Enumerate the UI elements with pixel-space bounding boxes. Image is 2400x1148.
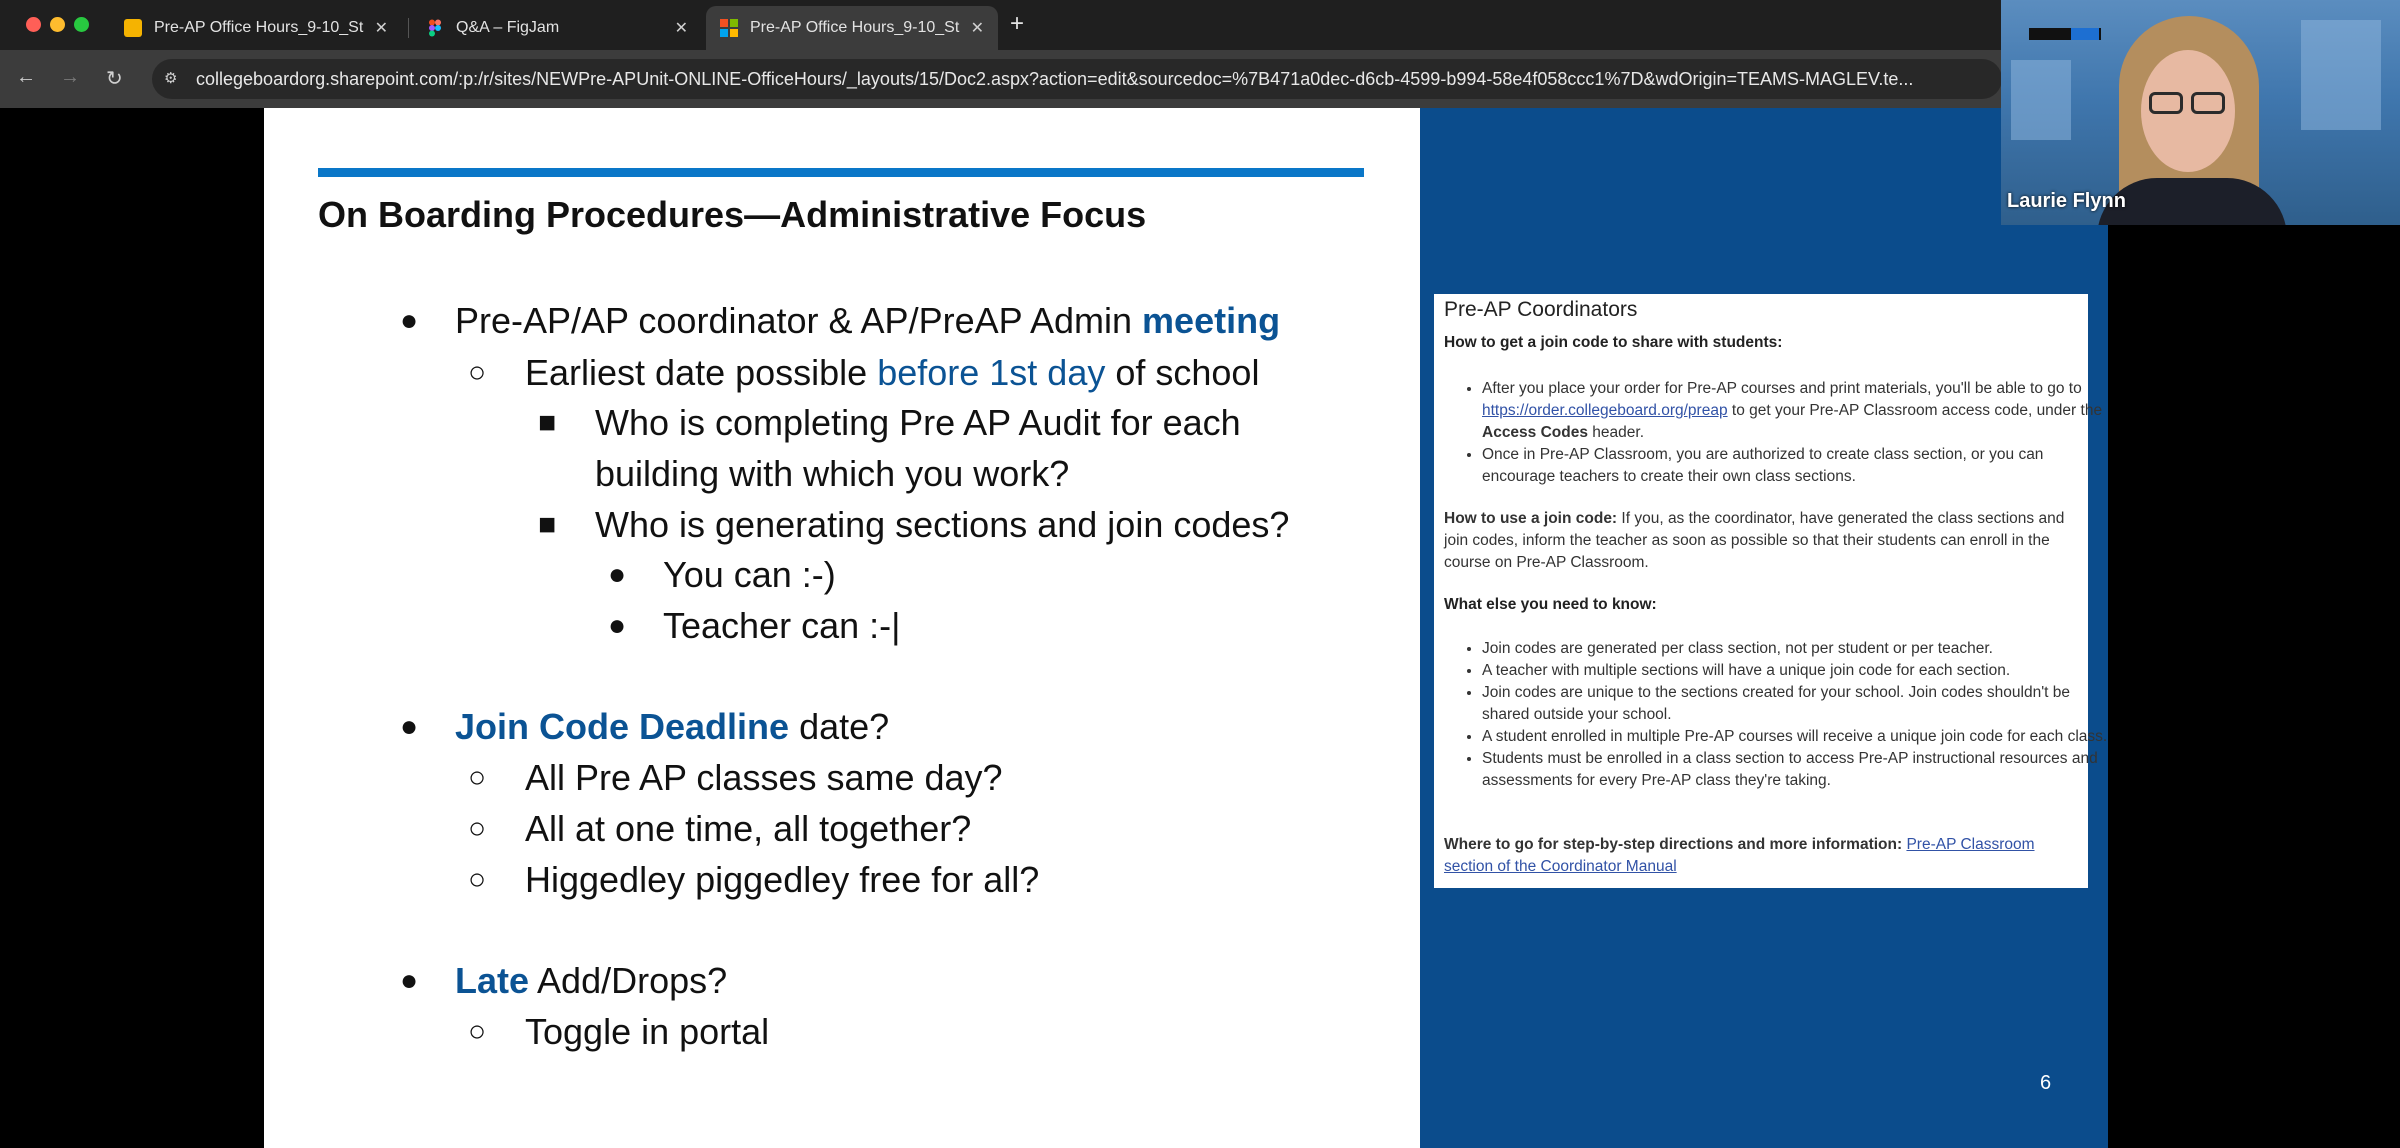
title-rule — [318, 168, 1364, 177]
bullet-disc: ● — [400, 304, 419, 337]
bullet-circle: ○ — [468, 1015, 487, 1048]
list-item: • Join codes are generated per class section, not per student or per teacher. — [1482, 638, 2112, 660]
panel-join-list — [1444, 378, 2112, 488]
bullet-audit-cont: building with which you work? — [595, 453, 1070, 494]
panel-title: Pre-AP Coordinators — [1444, 298, 1638, 321]
panel-heading-join-code: How to get a join code to share with students: — [1444, 334, 1783, 351]
bullet-disc: ● — [400, 964, 419, 997]
panel-else-list — [1444, 638, 2112, 792]
panel-heading-else: What else you need to know: — [1444, 596, 1657, 613]
bullet-you-can: You can :-) — [663, 554, 836, 595]
list-item: • After you place your order for Pre-AP courses and print materials, you'll be able to go to https://order.collegeboard.org/preap to get your Pre-AP Classroom access code, under the Access Codes header. — [1482, 378, 2112, 444]
tab-powerpoint-1[interactable] — [110, 6, 402, 50]
bullet-same-day: All Pre AP classes same day? — [525, 757, 1003, 798]
tab-powerpoint-active[interactable] — [706, 6, 998, 50]
tab-figjam[interactable] — [412, 6, 702, 50]
list-item: • Join codes are unique to the sections created for your school. Join codes shouldn't be shared outside your school. — [1482, 682, 2112, 726]
close-tab-icon[interactable]: ✕ — [374, 20, 388, 37]
close-tab-icon[interactable]: ✕ — [674, 20, 688, 37]
minimize-window-button[interactable] — [50, 17, 65, 32]
site-settings-icon[interactable]: ⚙ — [164, 70, 178, 87]
bullet-circle: ○ — [468, 761, 487, 794]
bullet-disc: ● — [608, 558, 627, 591]
close-window-button[interactable] — [26, 17, 41, 32]
tab-title: Q&A – FigJam — [456, 19, 560, 36]
bullet-all-together: All at one time, all together? — [525, 808, 972, 849]
url-text[interactable]: collegeboardorg.sharepoint.com/:p:/r/sites/NEWPre-APUnit-ONLINE-OfficeHours/_layouts/15/Doc2.aspx?action=edit&sourcedoc=%7B471a0dec-d6cb-4599-b994-58e4f058ccc1%7D&wdOrigin=TEAMS-MAGLEV.te... — [196, 69, 1914, 89]
bullet-square: ■ — [538, 508, 557, 541]
reload-icon[interactable]: ↻ — [106, 68, 123, 90]
figma-icon — [426, 19, 444, 37]
address-bar[interactable] — [152, 59, 2002, 99]
slide-number: 6 — [2040, 1072, 2052, 1094]
slides-icon — [124, 19, 142, 37]
list-item: • A student enrolled in multiple Pre-AP courses will receive a unique join code for each class. — [1482, 726, 2112, 748]
bullet-circle: ○ — [468, 812, 487, 845]
logo-icon — [2071, 28, 2099, 40]
coordinator-manual-link[interactable]: Pre-AP Classroom section of the Coordinator Manual — [1444, 836, 2035, 875]
slide-title: On Boarding Procedures—Administrative Focus — [318, 194, 1147, 235]
list-item: • Students must be enrolled in a class section to access Pre-AP instructional resources and assessments for every Pre-AP class they're taking. — [1482, 748, 2112, 792]
back-icon[interactable]: ← — [16, 66, 36, 88]
bullet-disc: ● — [400, 710, 419, 743]
zoom-window-button[interactable] — [74, 17, 89, 32]
bullet-square: ■ — [538, 406, 557, 439]
tab-title: Pre-AP Office Hours_9-10_St — [750, 19, 960, 36]
bullet-circle: ○ — [468, 356, 487, 389]
bullet-deadline: Join Code Deadline date? — [455, 706, 890, 747]
bullet-audit: Who is completing Pre AP Audit for each — [595, 402, 1241, 443]
participant-name: Laurie Flynn — [2007, 190, 2126, 212]
forward-icon[interactable]: → — [60, 66, 80, 88]
bullet-toggle: Toggle in portal — [525, 1011, 770, 1052]
bullet-free-for-all: Higgedley piggedley free for all? — [525, 859, 1040, 900]
participant-video-tile[interactable] — [2001, 0, 2400, 225]
coordinator-info-image — [1434, 294, 2108, 888]
new-tab-button[interactable]: + — [1010, 10, 1025, 37]
close-tab-icon[interactable]: ✕ — [970, 20, 984, 37]
bullet-generating: Who is generating sections and join codes? — [595, 504, 1290, 545]
panel-use-paragraph: How to use a join code: If you, as the coordinator, have generated the class sections and join codes, inform the teacher as soon as possible so that their students can enroll in the course on Pre-AP Classroom. — [1444, 510, 2065, 571]
bullet-circle: ○ — [468, 863, 487, 896]
bullet-teacher-can[interactable]: Teacher can :-| — [663, 605, 901, 646]
microsoft-icon — [720, 19, 738, 37]
list-item: • Once in Pre-AP Classroom, you are authorized to create class section, or you can encourage teachers to create their own class sections. — [1482, 444, 2112, 488]
bullet-earliest: Earliest date possible before 1st day of school — [525, 352, 1260, 393]
panel-where-paragraph: Where to go for step-by-step directions and more information: Pre-AP Classroom section of the Coordinator Manual — [1444, 836, 2035, 875]
list-item: • A teacher with multiple sections will have a unique join code for each section. — [1482, 660, 2112, 682]
bullet-late: Late Add/Drops? — [455, 960, 728, 1001]
order-link[interactable]: https://order.collegeboard.org/preap — [1482, 402, 1728, 419]
tab-title: Pre-AP Office Hours_9-10_St — [154, 19, 364, 36]
bullet-meeting: Pre-AP/AP coordinator & AP/PreAP Admin meeting — [455, 300, 1281, 341]
bullet-disc: ● — [608, 609, 627, 642]
